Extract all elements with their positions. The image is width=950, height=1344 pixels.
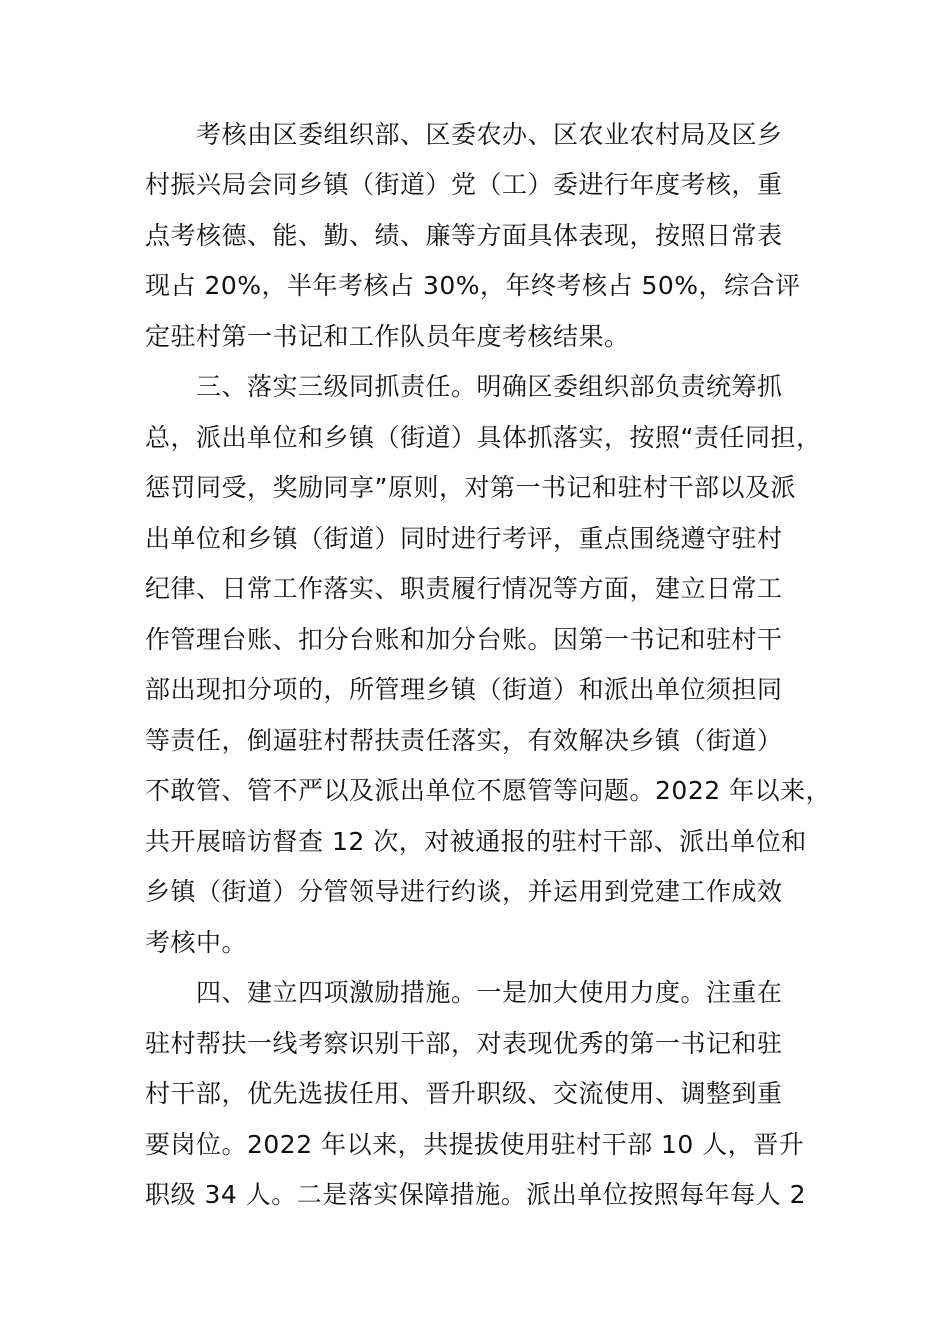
- text-line: 考核由区委组织部、区委农办、区农业农村局及区乡: [196, 120, 783, 149]
- text-line: 要岗位。2022 年以来，共提拔使用驻村干部 10 人，晋升: [145, 1130, 805, 1159]
- text-line: 总，派出单位和乡镇（街道）具体抓落实，按照“责任同担，: [145, 423, 822, 452]
- text-line: 出单位和乡镇（街道）同时进行考评，重点围绕遵守驻村: [145, 524, 783, 553]
- text-line: 等责任，倒逼驻村帮扶责任落实，有效解决乡镇（街道）: [145, 726, 783, 755]
- text-line: 现占 20%，半年考核占 30%，年终考核占 50%，综合评: [145, 271, 801, 300]
- text-line: 村振兴局会同乡镇（街道）党（工）委进行年度考核，重: [145, 170, 783, 199]
- text-line: 部出现扣分项的，所管理乡镇（街道）和派出单位须担同: [145, 675, 783, 704]
- text-line: 作管理台账、扣分台账和加分台账。因第一书记和驻村干: [145, 625, 783, 654]
- text-line: 乡镇（街道）分管领导进行约谈，并运用到党建工作成效: [145, 877, 783, 906]
- text-line: 四、建立四项激励措施。一是加大使用力度。注重在: [196, 978, 783, 1007]
- text-line: 定驻村第一书记和工作队员年度考核结果。: [145, 322, 630, 351]
- text-line: 共开展暗访督查 12 次，对被通报的驻村干部、派出单位和: [145, 827, 807, 856]
- text-line: 三、落实三级同抓责任。明确区委组织部负责统筹抓: [196, 372, 783, 401]
- text-line: 惩罚同受，奖励同享”原则，对第一书记和驻村干部以及派: [145, 473, 796, 502]
- text-line: 驻村帮扶一线考察识别干部，对表现优秀的第一书记和驻: [145, 1029, 783, 1058]
- text-line: 村干部，优先选拔任用、晋升职级、交流使用、调整到重: [145, 1079, 783, 1108]
- text-line: 点考核德、能、勤、绩、廉等方面具体表现，按照日常表: [145, 221, 783, 250]
- text-line: 纪律、日常工作落实、职责履行情况等方面，建立日常工: [145, 574, 783, 603]
- text-line: 考核中。: [145, 928, 248, 957]
- text-line: 职级 34 人。二是落实保障措施。派出单位按照每年每人 2: [145, 1180, 807, 1209]
- text-line: 不敢管、管不严以及派出单位不愿管等问题。2022 年以来，: [145, 776, 832, 805]
